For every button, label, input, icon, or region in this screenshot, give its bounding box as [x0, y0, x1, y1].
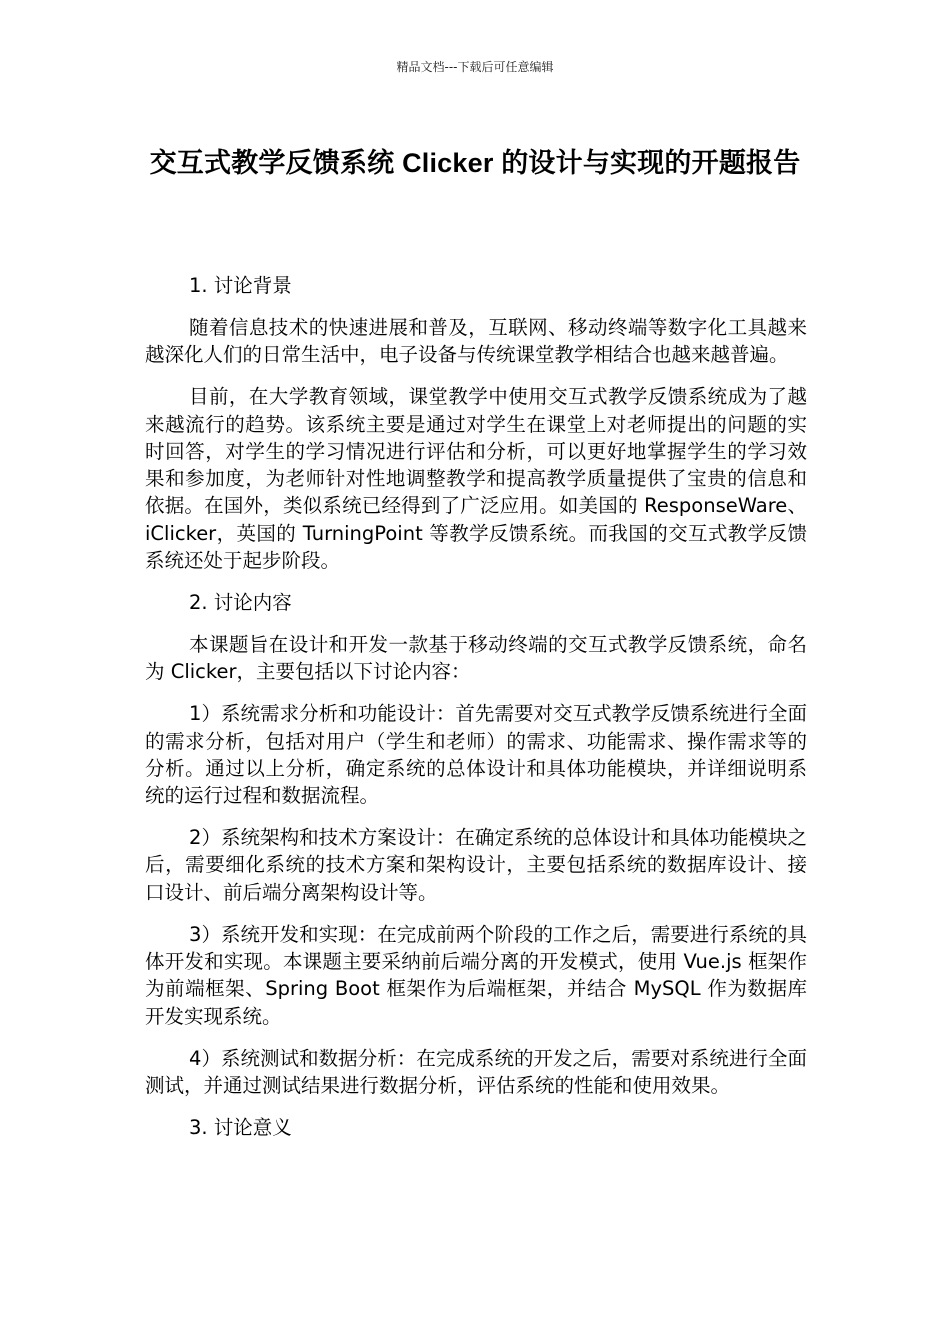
- document-title: 交互式教学反馈系统 Clicker 的设计与实现的开题报告: [149, 148, 801, 178]
- paragraph: 1）系统需求分析和功能设计：首先需要对交互式教学反馈系统进行全面的需求分析，包括对用户（学生和老师）的需求、功能需求、操作需求等的分析。通过以上分析，确定系统的总体设计和具体功能模块，并详细说明系统的运行过程和数据流程。: [145, 702, 807, 808]
- paragraph: 4）系统测试和数据分析：在完成系统的开发之后，需要对系统进行全面测试，并通过测试结果进行数据分析，评估系统的性能和使用效果。: [145, 1046, 807, 1097]
- document-body: [145, 272, 807, 1156]
- section-heading-background: 1. 讨论背景: [189, 274, 292, 297]
- paragraph: 2）系统架构和技术方案设计：在确定系统的总体设计和具体功能模块之后，需要细化系统的技术方案和架构设计，主要包括系统的数据库设计、接口设计、前后端分离架构设计等。: [145, 826, 807, 904]
- paragraph: 3）系统开发和实现：在完成前两个阶段的工作之后，需要进行系统的具体开发和实现。本课题主要采纳前后端分离的开发模式，使用 Vue.js 框架作为前端框架、Spring Boot 框架作为后端框架，并结合 MySQL 作为数据库开发实现系统。: [145, 922, 807, 1028]
- section-heading-significance: 3. 讨论意义: [189, 1115, 292, 1139]
- page-header-note: 精品文档---下载后可任意编辑: [396, 60, 554, 74]
- paragraph: 本课题旨在设计和开发一款基于移动终端的交互式教学反馈系统，命名为 Clicker，主要包括以下讨论内容：: [145, 633, 807, 684]
- paragraph: 随着信息技术的快速进展和普及，互联网、移动终端等数字化工具越来越深化人们的日常生活中，电子设备与传统课堂教学相结合也越来越普遍。: [145, 315, 807, 367]
- section-heading-content: 2. 讨论内容: [189, 591, 292, 615]
- paragraph: 目前，在大学教育领域，课堂教学中使用交互式教学反馈系统成为了越来越流行的趋势。该系统主要是通过对学生在课堂上对老师提出的问题的实时回答，对学生的学习情况进行评估和分析，可以更好地掌握学生的学习效果和参加度，为老师针对性地调整教学和提高教学质量提供了宝贵的信息和依据。在国外，类似系统已经得到了广泛应用。如美国的 ResponseWare、iClicker，英国的 TurningPoint 等教学反馈系统。而我国的交互式教学反馈系统还处于起步阶段。: [145, 385, 807, 573]
